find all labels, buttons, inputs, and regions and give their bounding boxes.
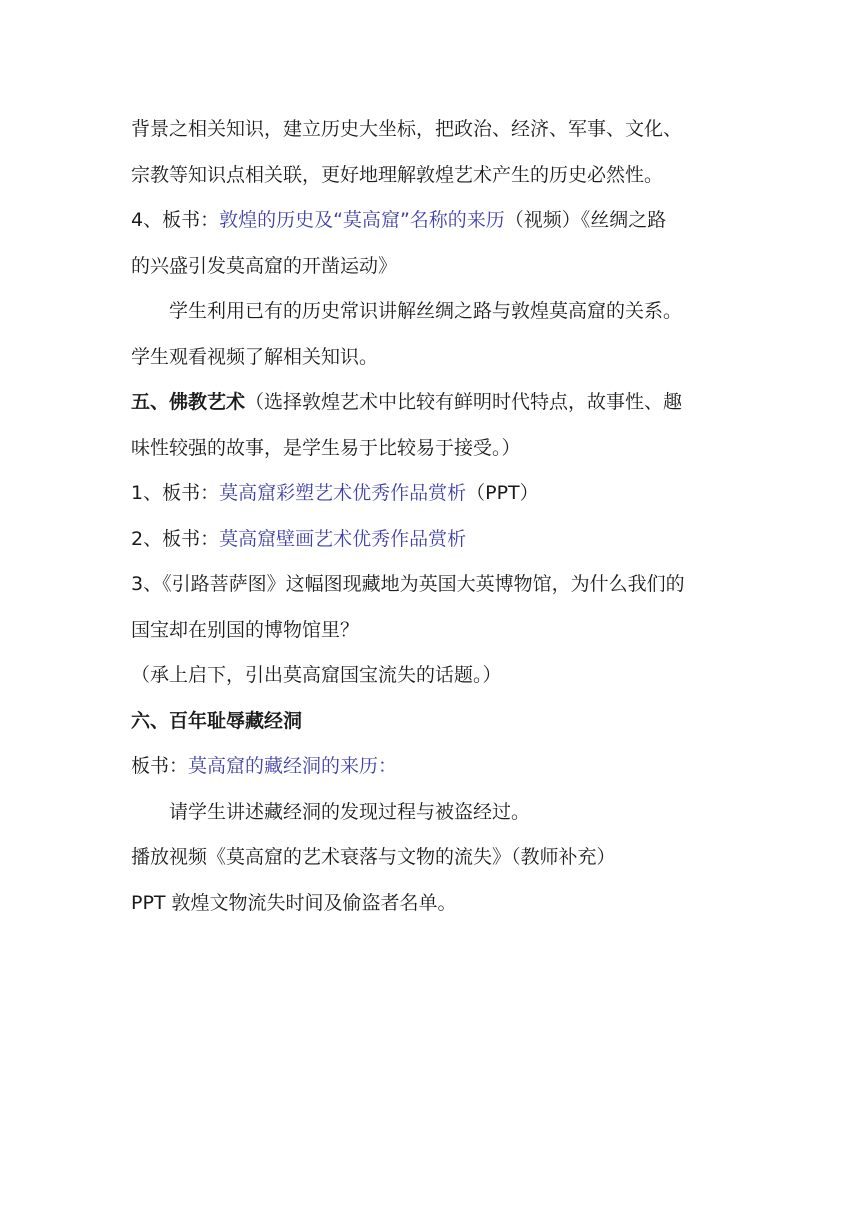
paragraph-line [131,835,731,881]
paragraph-line [131,153,731,199]
paragraph-line [131,426,731,472]
body-text: （承上启下，引出莫高窟国宝流失的话题。） [131,664,502,686]
paragraph-line [131,562,731,608]
paragraph-line [131,699,731,745]
body-text: 播放视频《莫高窟的艺术衰落与文物的流失》（教师补充） [131,846,616,868]
body-text: （选择敦煌艺术中比较有鲜明时代特点，故事性、趣 [245,391,683,413]
body-text: 的兴盛引发莫高窟的开凿运动》 [131,254,398,277]
paragraph-line [131,471,731,517]
body-text: 宗教等知识点相关联，更好地理解敦煌艺术产生的历史必然性。 [131,163,664,186]
item-prefix: 4、板书： [131,209,220,231]
item-prefix: 1、板书： [131,482,220,504]
document-body [131,107,731,926]
paragraph-line [131,335,731,381]
board-title: 莫高窟壁画艺术优秀作品赏析 [219,527,467,550]
section-heading: 五、佛教艺术 [131,391,246,413]
board-title: 莫高窟彩塑艺术优秀作品赏析 [219,482,467,504]
body-text: （PPT） [466,482,539,504]
item-prefix: 板书： [131,755,189,777]
paragraph-line [131,517,731,563]
body-text: PPT 敦煌文物流失时间及偷盗者名单。 [131,891,457,914]
paragraph-line [131,198,731,244]
body-text: 请学生讲述藏经洞的发现过程与被盗经过。 [169,800,531,823]
body-text: 背景之相关知识，建立历史大坐标，把政治、经济、军事、文化、 [131,118,683,140]
paragraph-line [131,608,731,654]
body-text: 国宝却在别国的博物馆里？ [131,618,360,641]
item-prefix: 2、板书： [131,527,220,550]
paragraph-line [131,744,731,790]
body-text: 学生观看视频了解相关知识。 [131,345,379,368]
board-title: 莫高窟的藏经洞的来历： [188,755,398,777]
board-title: 敦煌的历史及“莫高窟”名称的来历 [219,209,505,231]
body-text: （视频）《丝绸之路 [504,209,667,231]
paragraph-line [131,653,731,699]
paragraph-line [131,790,731,836]
paragraph-line [131,107,731,153]
paragraph-line [131,244,731,290]
paragraph-line [131,289,731,335]
paragraph-line [131,881,731,927]
body-text: 学生利用已有的历史常识讲解丝绸之路与敦煌莫高窟的关系。 [169,300,683,322]
section-heading: 六、百年耻辱藏经洞 [131,709,303,732]
paragraph-line [131,380,731,426]
body-text: 3、《引路菩萨图》这幅图现藏地为英国大英博物馆，为什么我们的 [131,573,685,595]
body-text: 味性较强的故事，是学生易于比较易于接受。） [131,436,521,459]
